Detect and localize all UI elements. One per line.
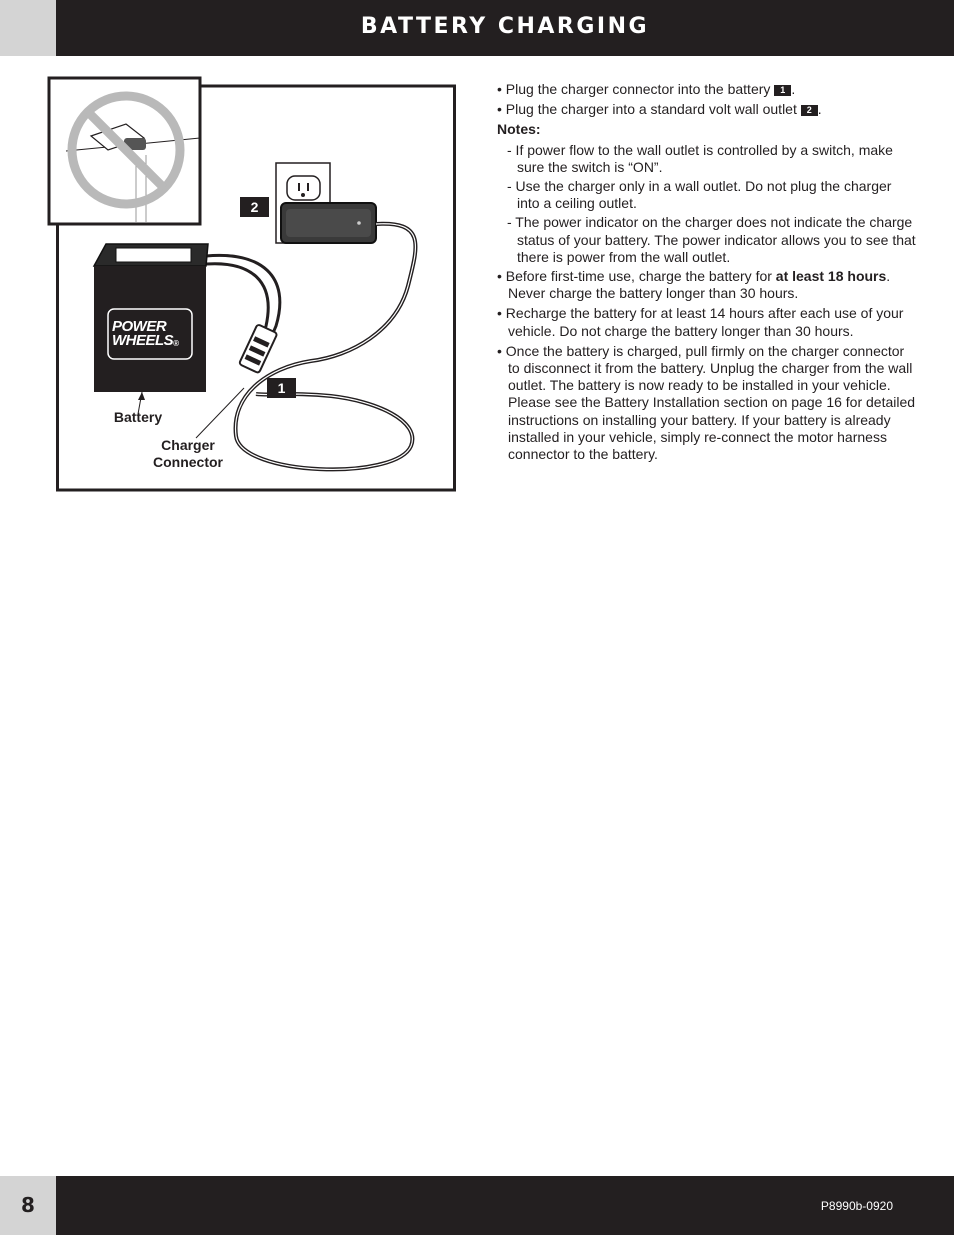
header-bar (56, 0, 954, 56)
battery-label: Battery (113, 409, 163, 425)
bullet-recharge: • Recharge the battery for at least 14 hours after each use of your vehicle. Do not charge the battery longer than 30 hours. (497, 305, 904, 339)
step2-text: • Plug the charger into a standard volt wall outlet (497, 101, 801, 118)
callout-2: 2 (240, 197, 269, 217)
charger-connector-label (150, 437, 226, 471)
charging-diagram-svg (46, 76, 458, 494)
footer-bar (56, 1176, 954, 1235)
header-corner-block (0, 0, 56, 56)
step1-text: • Plug the charger connector into the battery (497, 81, 775, 97)
step-plug-connector: • Plug the charger connector into the battery 1 . (497, 81, 796, 97)
bullet3-bold: at least 18 hours (775, 268, 887, 285)
instructions-column (497, 81, 917, 466)
connector-label-line-1: Charger (161, 437, 215, 453)
page-number: 8 (21, 1193, 35, 1217)
logo-word: WHEELS (112, 332, 174, 349)
step1-callout-tag: 1 (774, 85, 791, 96)
note-power-indicator: - The power indicator on the charger does not indicate the charge status of your battery. The power indicator allows you to see that there is power from the wall outlet. (507, 214, 916, 265)
note-switch: - If power flow to the wall outlet is controlled by a switch, make sure the switch is “ON”. (507, 141, 893, 175)
bullet3-pre: • Before first-time use, charge the battery for (497, 268, 776, 285)
notes-heading: Notes: (497, 121, 541, 138)
bullet-disconnect: • Once the battery is charged, pull firmly on the charger connector to disconnect it from the battery. Unplug the charger from the wall outlet. The battery is now ready to be installed in your vehicle. Please see the Battery Installation section on page 16 for detailed instructions on installing your battery. If your battery is already installed in your vehicle, simply re-connect the motor harness connector to the battery. (497, 342, 916, 463)
footer-corner-block (0, 1176, 56, 1235)
power-wheels-logo (112, 320, 179, 351)
logo-line-2 (112, 334, 179, 351)
charging-illustration (46, 76, 458, 494)
bullet3-post: . Never charge the battery longer than 30 hours. (508, 268, 891, 302)
note-wall-outlet: - Use the charger only in a wall outlet. Do not plug the charger into a ceiling outlet. (507, 178, 892, 212)
logo-line-1: POWER (112, 318, 167, 335)
step-plug-outlet: • Plug the charger into a standard volt wall outlet 2 . (497, 101, 822, 118)
page-title: BATTERY CHARGING (360, 14, 650, 39)
connector-label-line-2: Connector (153, 454, 223, 470)
step2-callout-tag: 2 (801, 105, 818, 116)
bullet-first-charge (497, 268, 917, 302)
callout-1: 1 (267, 378, 296, 398)
logo-registered-mark: ® (173, 339, 179, 348)
document-code: P8990b-0920 (820, 1199, 893, 1213)
